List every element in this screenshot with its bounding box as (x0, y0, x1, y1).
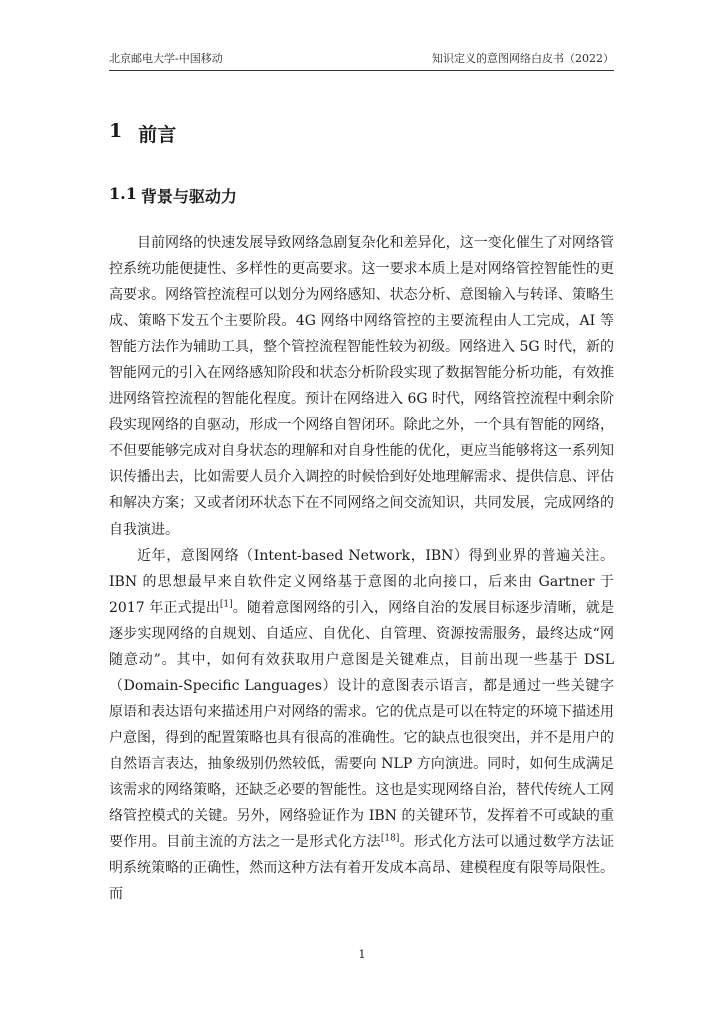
section-heading (109, 120, 176, 147)
paragraph-2-part-a: 近年，意图网络（Intent-based Network，IBN）得到业界的普遍关注。IBN 的思想最早来自软件定义网络基于意图的北向接口，后来由 Gartner 于 2017 年正式提出 (109, 547, 614, 616)
section-number: 1 (109, 120, 123, 142)
subsection-heading (109, 184, 237, 207)
paragraph-2 (109, 543, 614, 908)
section-title: 前言 (138, 124, 177, 146)
paragraph-2-part-b: 。随着意图网络的引入，网络自治的发展目标逐步清晰，就是逐步实现网络的自规划、自适应、自优化、自管理、资源按需服务，最终达成“网随意动”。其中，如何有效获取用户意图是关键难点，目前出现一些基于 DSL（Domain-Specific Languages）设计的意图表示语言，都是通过一些关键字原语和表达语句来描述用户对网络的需求。它的优点是可以在特定的环境下描述用户意图，得到的配置策略也具有很高的准确性。它的缺点也很突出，并不是用户的自然语言表达，抽象级别仍然较低，需要向 NLP 方向演进。同时，如何生成满足该需求的网络策略，还缺乏必要的智能性。这也是实现网络自治，替代传统人工网络管控模式的关键。另外，网络验证作为 IBN 的关键环节，发挥着不可或缺的重要作用。目前主流的方法之一是形式化方法 (109, 599, 614, 851)
paragraph-1: 目前网络的快速发展导致网络急剧复杂化和差异化，这一变化催生了对网络管控系统功能便捷性、多样性的更高要求。这一要求本质上是对网络管控智能性的更高要求。网络管控流程可以划分为网络感知、状态分析、意图输入与转译、策略生成、策略下发五个主要阶段。4G 网络中网络管控的主要流程由人工完成，AI 等智能方法作为辅助工具，整个管控流程智能性较为初级。网络进入 5G 时代，新的智能网元的引入在网络感知阶段和状态分析阶段实现了数据智能分析功能，有效推进网络管控流程的智能化程度。预计在网络进入 6G 时代，网络管控流程中剩余阶段实现网络的自驱动，形成一个网络自智闭环。除此之外，一个具有智能的网络，不但要能够完成对自身状态的理解和对自身性能的优化，更应当能够将这一系列知识传播出去，比如需要人员介入调控的时候恰到好处地理解需求、提供信息、评估和解决方案；又或者闭环状态下在不同网络之间交流知识，共同发展，完成网络的自我演进。 (109, 235, 614, 538)
citation-18[interactable]: [18] (380, 833, 400, 844)
page-number: 1 (358, 948, 366, 961)
header-rule (109, 70, 614, 71)
page-header (109, 50, 614, 66)
subsection-number: 1.1 (109, 184, 137, 203)
citation-1[interactable]: [1] (219, 599, 233, 609)
header-left-text: 北京邮电大学-中国移动 (109, 52, 223, 65)
subsection-title: 背景与驱动力 (140, 187, 237, 206)
body-text (109, 230, 614, 907)
header-right-text: 知识定义的意图网络白皮书（2022） (432, 52, 614, 65)
paragraph-2-part-c: 。形式化方法可以通过数学方法证明系统策略的正确性，然而这种方法有着开发成本高昂、建模程度有限等局限性。而 (109, 834, 615, 903)
